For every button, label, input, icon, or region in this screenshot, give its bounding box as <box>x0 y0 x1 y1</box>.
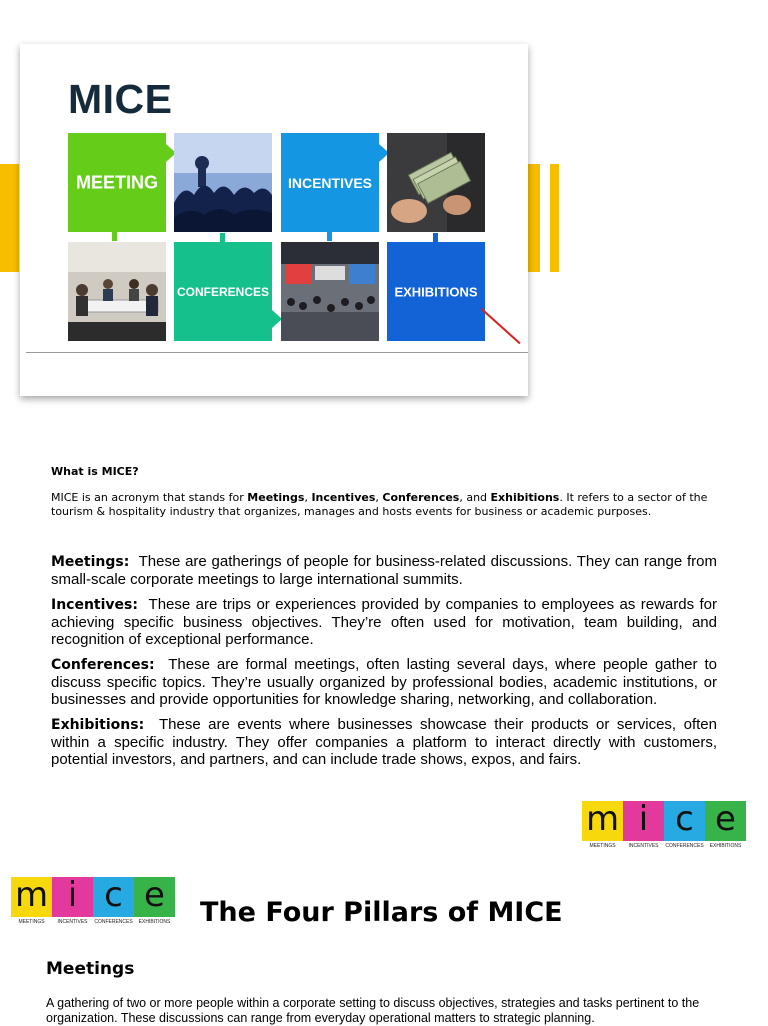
connector <box>112 232 117 241</box>
logo-letter-m: m <box>582 801 623 841</box>
tile-meeting <box>68 133 166 232</box>
tile-incentives-label: INCENTIVES <box>287 174 372 191</box>
photo-exhibition-hall <box>281 242 379 341</box>
logo-caption-incentives: INCENTIVES <box>57 919 88 925</box>
definition-incentives: Incentives: These are trips or experiences provided by companies to employees as rewards for achieving specific business objectives. They’re often used for motivation, team building, and recognition of exceptional performance. <box>51 596 717 648</box>
meetings-subheading: Meetings <box>46 959 135 979</box>
mice-intro-paragraph: MICE is an acronym that stands for Meetings, Incentives, Conferences, and Exhibitions. It refers to a sector of the tourism & hospitality industry that organizes, manages and hosts events for business or academic purposes. <box>51 491 708 518</box>
tile-incentives <box>281 133 379 232</box>
logo-caption-conferences: CONFERENCES <box>665 843 704 849</box>
tile-exhibitions <box>387 242 485 341</box>
definition-meetings: Meetings: These are gatherings of people for business-related discussions. They can range from small-scale corporate meetings to large international summits. <box>51 553 717 588</box>
photo-meeting-room <box>68 242 166 341</box>
logo-letter-e: e <box>705 801 746 841</box>
what-is-mice-heading: What is MICE? <box>51 465 139 478</box>
tile-meeting-label: MEETING <box>75 172 158 192</box>
logo-caption-exhibitions: EXHIBITIONS <box>138 919 171 925</box>
definitions-list <box>51 553 717 776</box>
photo-crowd <box>174 133 272 232</box>
connector <box>220 233 225 242</box>
connector <box>327 232 332 241</box>
logo-letter-m: m <box>11 877 52 917</box>
tile-exhibitions-label: EXHIBITIONS <box>394 284 478 299</box>
logo-letter-e: e <box>134 877 175 917</box>
mice-logo <box>582 801 746 851</box>
decorative-bar-right-1 <box>528 164 540 272</box>
meetings-description: A gathering of two or more people within a corporate setting to discuss objectives, strategies and tasks pertinent to the organization. These discussions can range from everyday operational matters to strategic planning. <box>46 996 700 1025</box>
mice-logo <box>11 877 175 927</box>
tile-conferences-label: CONFERENCES <box>176 284 269 299</box>
red-line-mark <box>481 308 521 344</box>
slide-divider <box>26 352 528 353</box>
logo-caption-meetings: MEETINGS <box>589 843 616 849</box>
logo-letter-c: c <box>664 801 705 841</box>
decorative-bar-right-2 <box>550 164 559 272</box>
logo-caption-incentives: INCENTIVES <box>628 843 659 849</box>
slide-title: MICE <box>68 76 173 122</box>
logo-letter-i: i <box>623 801 664 841</box>
mice-slide-image <box>20 44 528 396</box>
decorative-bar-left <box>0 164 19 272</box>
logo-caption-exhibitions: EXHIBITIONS <box>709 843 742 849</box>
photo-money <box>387 133 485 232</box>
section-title: The Four Pillars of MICE <box>200 897 563 928</box>
definition-exhibitions: Exhibitions: These are events where businesses showcase their products or services, often within a specific industry. They offer companies a platform to interact directly with customers, potential investors, and partners, and can include trade shows, expos, and fairs. <box>51 716 717 768</box>
logo-caption-meetings: MEETINGS <box>18 919 45 925</box>
logo-letter-c: c <box>93 877 134 917</box>
connector <box>433 233 438 242</box>
definition-conferences: Conferences: These are formal meetings, often lasting several days, where people gather to discuss specific topics. They’re usually organized by professional bodies, academic institutions, or businesses and provide opportunities for knowledge sharing, networking, and collaboration. <box>51 656 717 708</box>
tile-conferences <box>174 242 272 341</box>
logo-caption-conferences: CONFERENCES <box>94 919 133 925</box>
logo-letter-i: i <box>52 877 93 917</box>
